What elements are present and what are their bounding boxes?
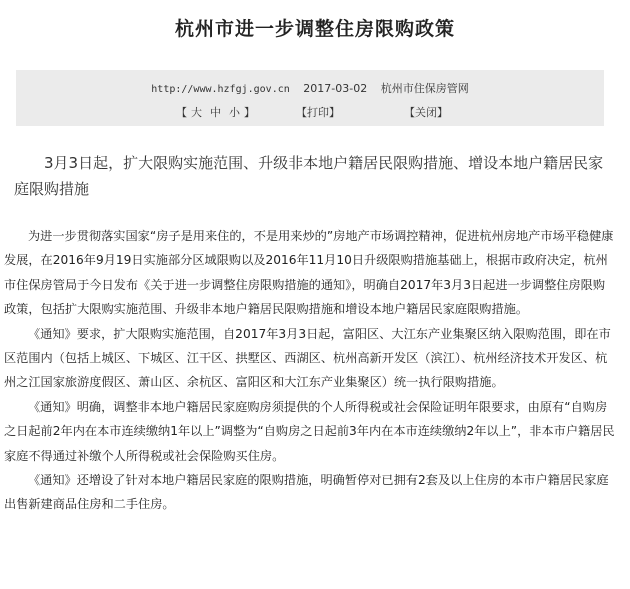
body-paragraph: 《通知》明确，调整非本地户籍居民家庭购房须提供的个人所得税或社会保险证明年限要求，由原有“自购房之日起前2年内在本市连续缴纳1年以上”调整为“自购房之日起前3年内在本市连续缴纳2年以上”，非本市户籍居民家庭不得通过补缴个人所得税或社会保险购买住房。 [4,399,615,463]
article-meta [16,80,604,96]
body-paragraph: 《通知》还增设了针对本地户籍居民家庭的限购措施，明确暂停对已拥有2套及以上住房的本市户籍居民家庭出售新建商品住房和二手住房。 [4,473,609,512]
article-body [4,224,616,517]
bracket-open: 【 [176,106,187,119]
print-button[interactable]: 【打印】 [296,106,340,119]
font-size-medium-button[interactable]: 中 [210,106,221,119]
source-name: 杭州市住保房管网 [380,82,469,95]
source-url[interactable]: http://www.hzfgj.gov.cn [151,84,290,95]
body-paragraph: 为进一步贯彻落实国家“房子是用来住的，不是用来炒的”房地产市场调控精神，促进杭州房地产市场平稳健康发展，在2016年9月19日实施部分区域限购以及2016年11月10日升级限购措施基础上，根据市政府决定，杭州市住保房管局于今日发布《关于进一步调整住房限购措施的通知》，明确自2017年3月3日起进一步调整住房限购政策，包括扩大限购实施范围、升级非本地户籍居民限购措施和增设本地户籍居民家庭限购措施。 [4,229,614,317]
font-size-large-button[interactable]: 大 [191,106,202,119]
bracket-close: 】 [244,106,255,119]
article-lead: 3月3日起，扩大限购实施范围、升级非本地户籍居民限购措施、增设本地户籍居民家庭限购措施 [14,154,604,198]
publish-date: 2017-03-02 [303,82,368,95]
body-paragraph: 《通知》要求，扩大限购实施范围，自2017年3月3日起，富阳区、大江东产业集聚区纳入限购范围，即在市区范围内（包括上城区、下城区、江干区、拱墅区、西湖区、杭州高新开发区（滨江）、杭州经济技术开发区、杭州之江国家旅游度假区、萧山区、余杭区、富阳区和大江东产业集聚区）统一执行限购措施。 [4,326,611,390]
font-size-small-button[interactable]: 小 [229,106,240,119]
article-info-bar [16,70,604,126]
font-size-controls [176,104,255,120]
article-title: 杭州市进一步调整住房限购政策 [174,18,455,40]
close-button[interactable]: 【关闭】 [404,106,448,119]
